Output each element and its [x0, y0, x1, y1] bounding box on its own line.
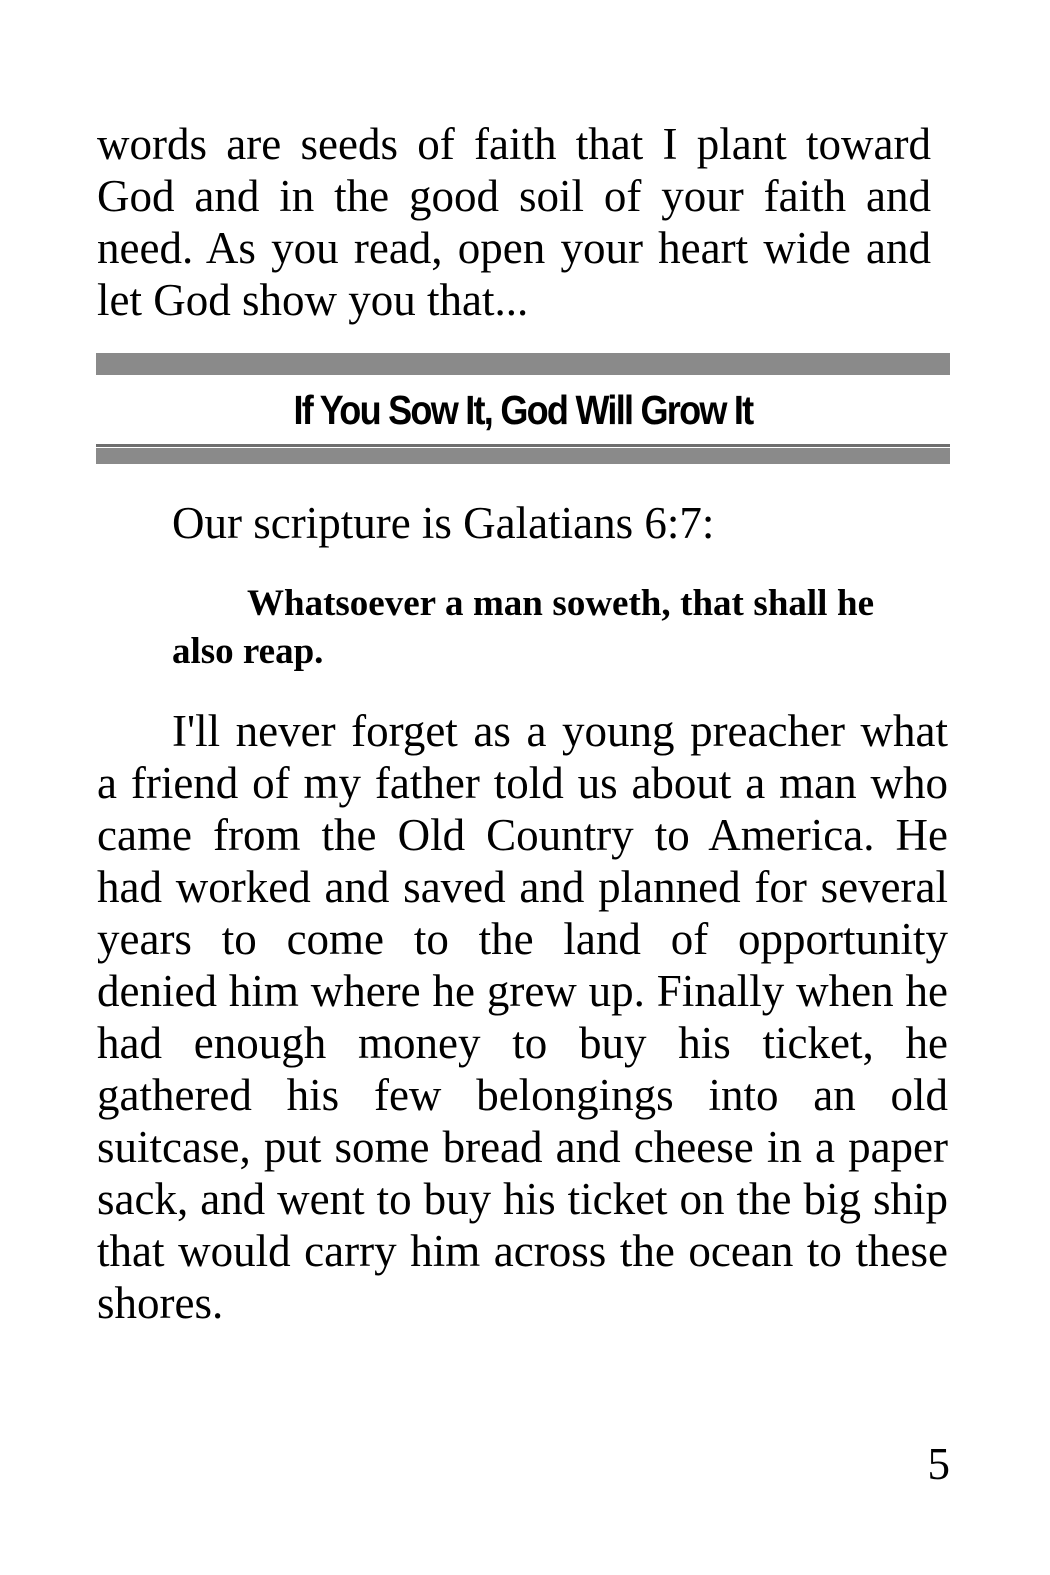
scripture-verse: Whatsoever a man soweth, that shall he also reap. — [172, 583, 874, 672]
page-number: 5 — [927, 1439, 950, 1489]
heading-rule-bottom — [96, 448, 950, 464]
section-heading: If You Sow It, God Will Grow It — [293, 387, 753, 433]
story-paragraph: I'll never forget as a young preacher what a friend of my father told us about a man who came from the Old Country to America. He had worked and saved and planned for several years to come to the land of opportunity denied him where he grew up. Finally when he had enough money to buy his ticket, he gathered his few belongings into an old suitcase, put some bread and cheese in a paper sack, and went to buy his ticket on the big ship that would carry him across the ocean to these shores. — [97, 706, 948, 1328]
heading-rule-top — [96, 353, 950, 375]
scripture-intro: Our scripture is Galatians 6:7: — [172, 498, 715, 548]
intro-paragraph: words are seeds of faith that I plant toward God and in the good soil of your faith and need. As you read, open your heart wide and let God show you that... — [97, 119, 931, 325]
heading-rule-thin — [96, 444, 950, 447]
